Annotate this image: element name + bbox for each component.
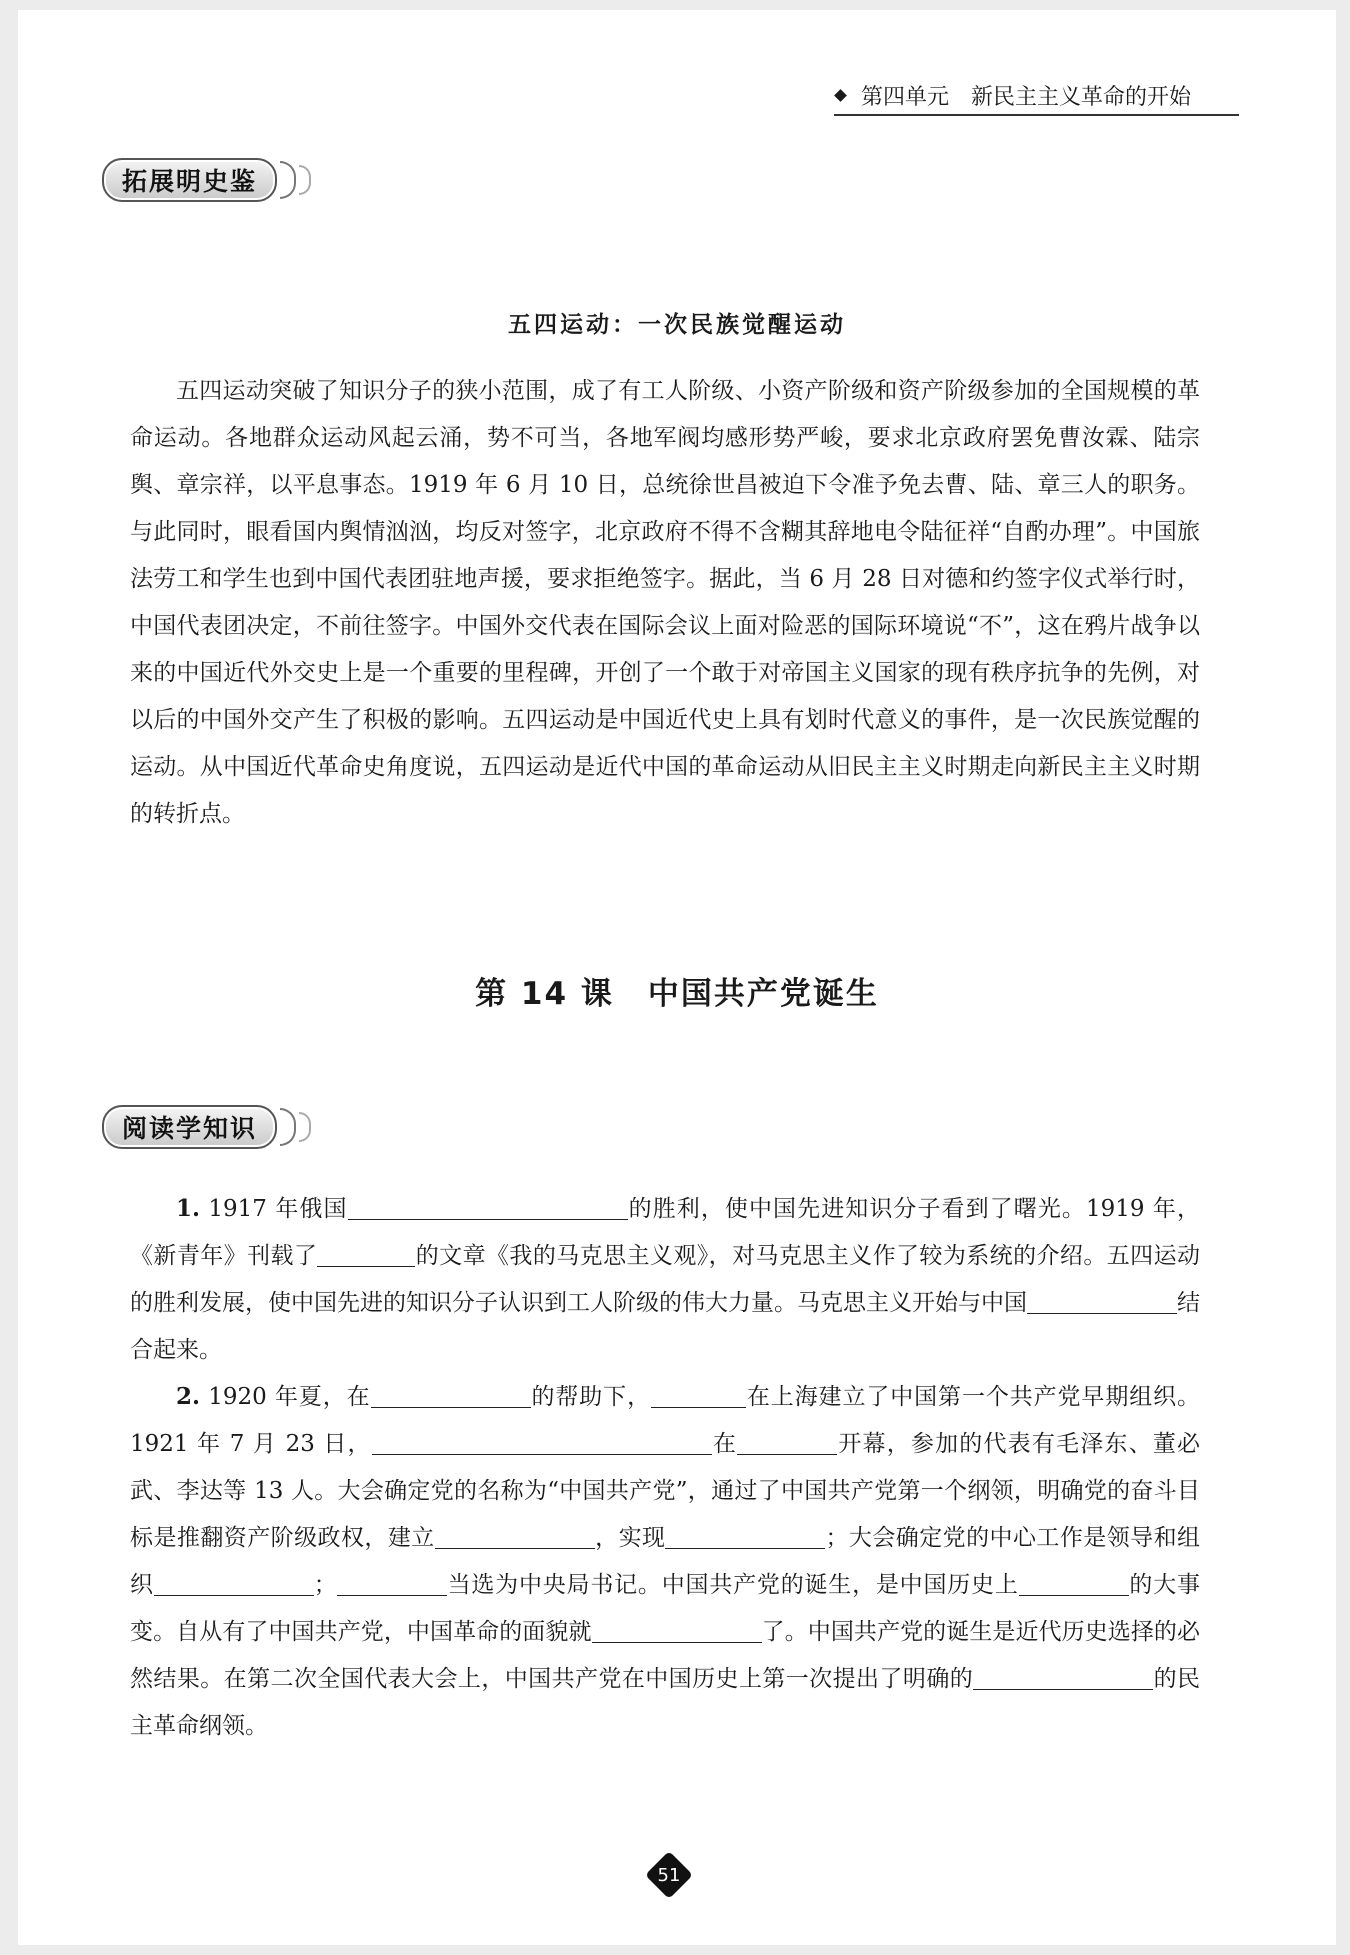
lesson-name: 中国共产党诞生 (647, 976, 879, 1012)
answer-blank[interactable] (1027, 1290, 1177, 1314)
page-number: 51 (657, 1864, 681, 1886)
question-text: ；大会确定党的中心工作是领导和组织 (130, 1525, 1200, 1598)
question-text: ； (313, 1572, 337, 1598)
question-text: 的帮助下， (530, 1384, 651, 1410)
page-number-badge (647, 1853, 691, 1897)
question-2 (130, 1373, 1200, 1750)
question-text: 在上海建立了中国第一个共产党早期组织。1921 年 7 月 23 日， (130, 1384, 1201, 1457)
article-title: 五四运动：一次民族觉醒运动 (508, 311, 846, 338)
page (18, 10, 1336, 1945)
running-header (836, 80, 1191, 111)
header-text: 第四单元 新民主主义革命的开始 (860, 85, 1191, 110)
badge-label: 阅读学知识 (102, 1105, 277, 1149)
badge-arc-decoration (299, 1112, 311, 1142)
question-number: 1. (176, 1195, 201, 1222)
question-text: 1920 年夏，在 (208, 1384, 371, 1410)
question-text: 当选为中央局书记。中国共产党的诞生，是中国历史上 (446, 1572, 1019, 1598)
article-paragraph: 五四运动突破了知识分子的狭小范围，成了有工人阶级、小资产阶级和资产阶级参加的全国规模的革命运动。各地群众运动风起云涌，势不可当，各地军阀均感形势严峻，要求北京政府罢免曹汝霖、陆宗舆、章宗祥，以平息事态。1919 年 6 月 10 日，总统徐世昌被迫下令准予免去曹、陆、章三人的职务。与此同时，眼看国内舆情汹汹，均反对签字，北京政府不得不含糊其辞地电令陆征祥“自酌办理”。中国旅法劳工和学生也到中国代表团驻地声援，要求拒绝签字。据此，当 6 月 28 日对德和约签字仪式举行时，中国代表团决定，不前往签字。中国外交代表在国际会议上面对险恶的国际环境说“不”，这在鸦片战争以来的中国近代外交史上是一个重要的里程碑，开创了一个敢于对帝国主义国家的现有秩序抗争的先例，对以后的中国外交产生了积极的影响。五四运动是中国近代史上具有划时代意义的事件，是一次民族觉醒的运动。从中国近代革命史角度说，五四运动是近代中国的革命运动从旧民主主义时期走向新民主主义时期的转折点。 (130, 378, 1200, 827)
answer-blank[interactable] (737, 1431, 837, 1455)
answer-blank[interactable] (154, 1572, 314, 1596)
lesson-number: 第 14 课 (475, 976, 614, 1012)
answer-blank[interactable] (592, 1619, 762, 1643)
question-text: 开幕，参加的代表有毛泽东、董必武、李达等 13 人。大会确定党的名称为“中国共产党”，通过了中国共产党第一个纲领，明确党的奋斗目标是推翻资产阶级政权，建立 (130, 1431, 1201, 1551)
answer-blank[interactable] (348, 1196, 628, 1220)
header-rule (834, 114, 1239, 116)
diamond-icon (834, 89, 847, 102)
lesson-title (18, 968, 1336, 1013)
question-1 (130, 1185, 1200, 1374)
answer-blank[interactable] (372, 1431, 712, 1455)
badge-label: 拓展明史鉴 (102, 158, 277, 202)
answer-blank[interactable] (665, 1525, 825, 1549)
question-text: 的文章《我的马克思主义观》，对马克思主义作了较为系统的介绍。五四运动的胜利发展，使中国先进的知识分子认识到工人阶级的伟大力量。马克思主义开始与中国 (130, 1243, 1201, 1316)
badge-arc-decoration (280, 161, 296, 199)
answer-blank[interactable] (973, 1666, 1153, 1690)
answer-blank[interactable] (337, 1572, 447, 1596)
question-text: 的大事变。自从有了中国共产党，中国革命的面貌就 (130, 1572, 1201, 1645)
section-badge-reading (102, 1107, 311, 1147)
answer-blank[interactable] (435, 1525, 595, 1549)
question-text: ，实现 (594, 1525, 666, 1551)
section-badge-extension (102, 160, 311, 200)
answer-blank[interactable] (371, 1384, 531, 1408)
answer-blank[interactable] (651, 1384, 746, 1408)
question-text: 在 (711, 1431, 738, 1457)
question-text: 的民主革命纲领。 (130, 1666, 1201, 1739)
answer-blank[interactable] (317, 1243, 415, 1267)
question-text: 结合起来。 (130, 1290, 1200, 1363)
answer-blank[interactable] (1019, 1572, 1129, 1596)
badge-arc-decoration (299, 165, 311, 195)
question-number: 2. (176, 1383, 201, 1410)
question-text: 了。中国共产党的诞生是近代历史选择的必然结果。在第二次全国代表大会上，中国共产党在中国历史上第一次提出了明确的 (130, 1619, 1201, 1692)
badge-arc-decoration (280, 1108, 296, 1146)
question-text: 的胜利，使中国先进知识分子看到了曙光。1919 年，《新青年》刊载了 (130, 1196, 1200, 1269)
question-text: 1917 年俄国 (208, 1196, 348, 1222)
